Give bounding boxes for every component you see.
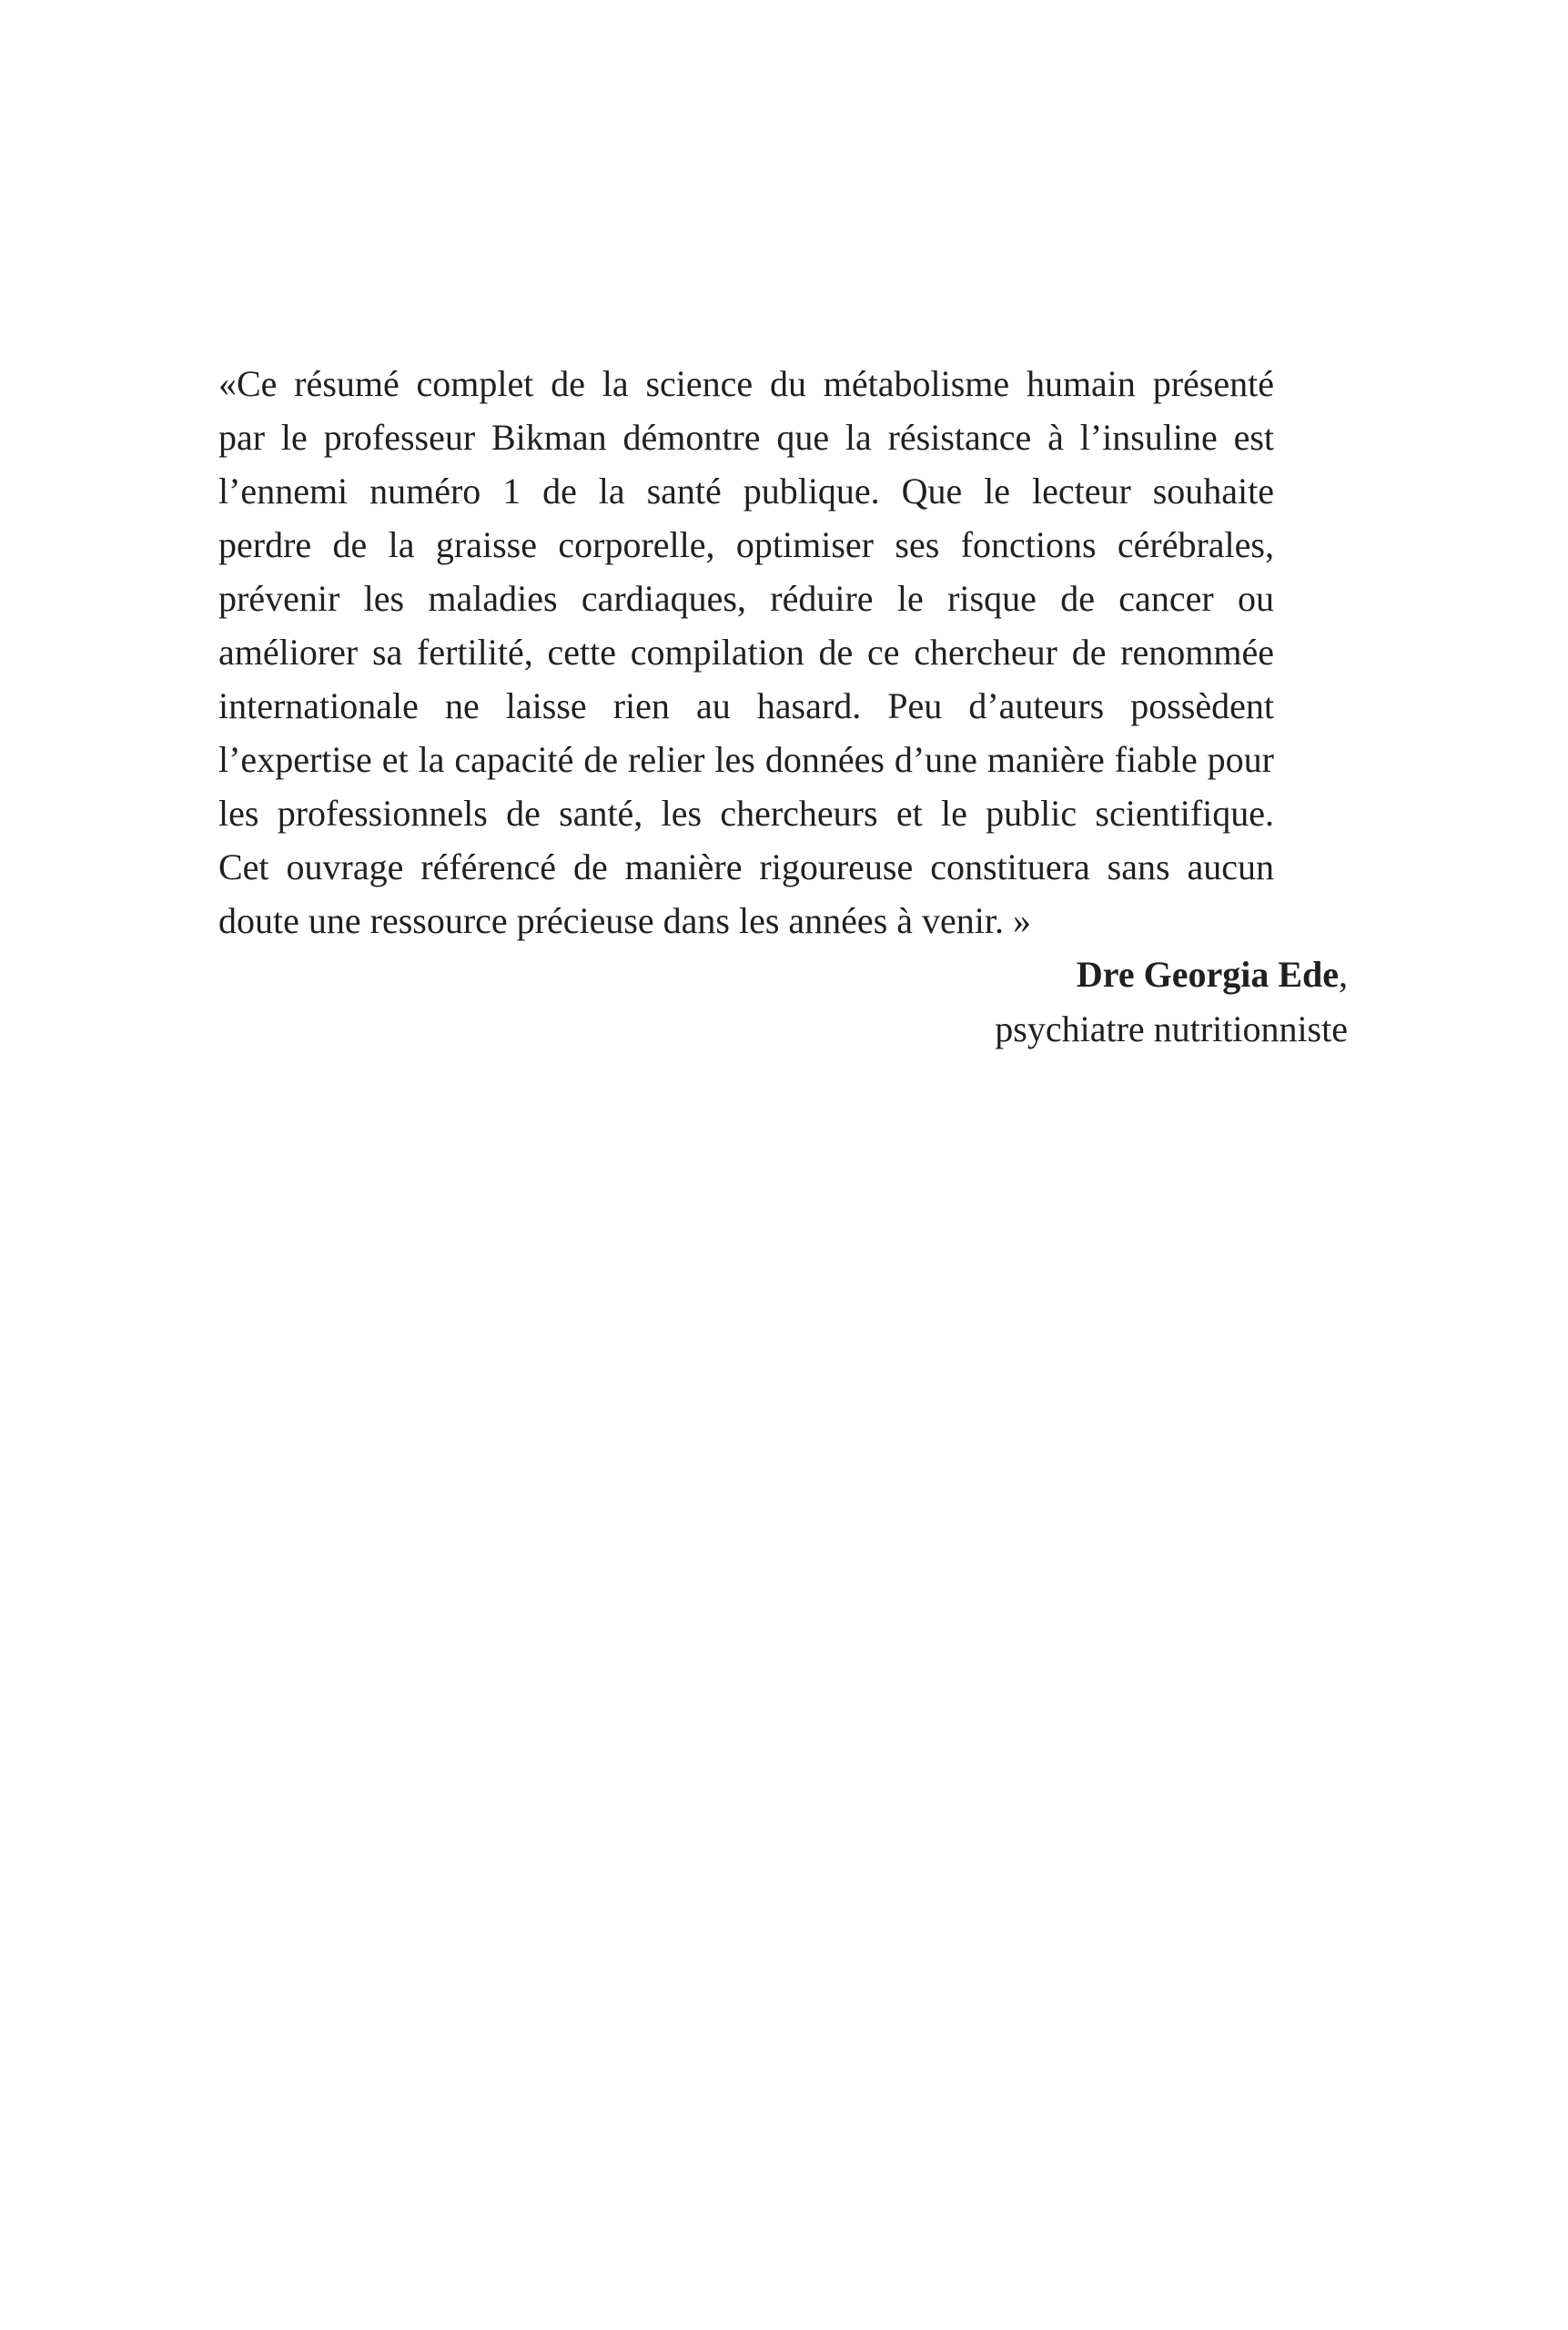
quote-line: prévenir les maladies cardiaques, réduire le risque de cancer ou — [218, 578, 1274, 619]
quote-line: doute une ressource précieuse dans les années à venir. » — [218, 900, 1031, 941]
quote-line: l’expertise et la capacité de relier les données d’une manière fiable pour — [218, 739, 1274, 780]
attribution-name-line — [995, 947, 1348, 1003]
attribution — [995, 947, 1348, 1056]
quote-block — [218, 357, 1274, 947]
quote-line: par le professeur Bikman démontre que la résistance à l’insuline est — [218, 417, 1274, 458]
quote-line: «Ce résumé complet de la science du métabolisme humain présenté — [218, 363, 1274, 404]
quote-line: l’ennemi numéro 1 de la santé publique. Que le lecteur souhaite — [218, 471, 1274, 512]
author-name-comma: , — [1339, 954, 1348, 995]
quote-line: améliorer sa fertilité, cette compilation de ce chercheur de renommée — [218, 632, 1274, 673]
quote-line: Cet ouvrage référencé de manière rigoureuse constituera sans aucun — [218, 846, 1274, 887]
quote-line: perdre de la graisse corporelle, optimiser ses fonctions cérébrales, — [218, 524, 1274, 565]
quote-line: les professionnels de santé, les chercheurs et le public scientifique. — [218, 793, 1274, 834]
author-name: Dre Georgia Ede — [1076, 954, 1339, 995]
quote-line: internationale ne laisse rien au hasard. Peu d’auteurs possèdent — [218, 685, 1274, 726]
author-role: psychiatre nutritionniste — [995, 1008, 1348, 1049]
